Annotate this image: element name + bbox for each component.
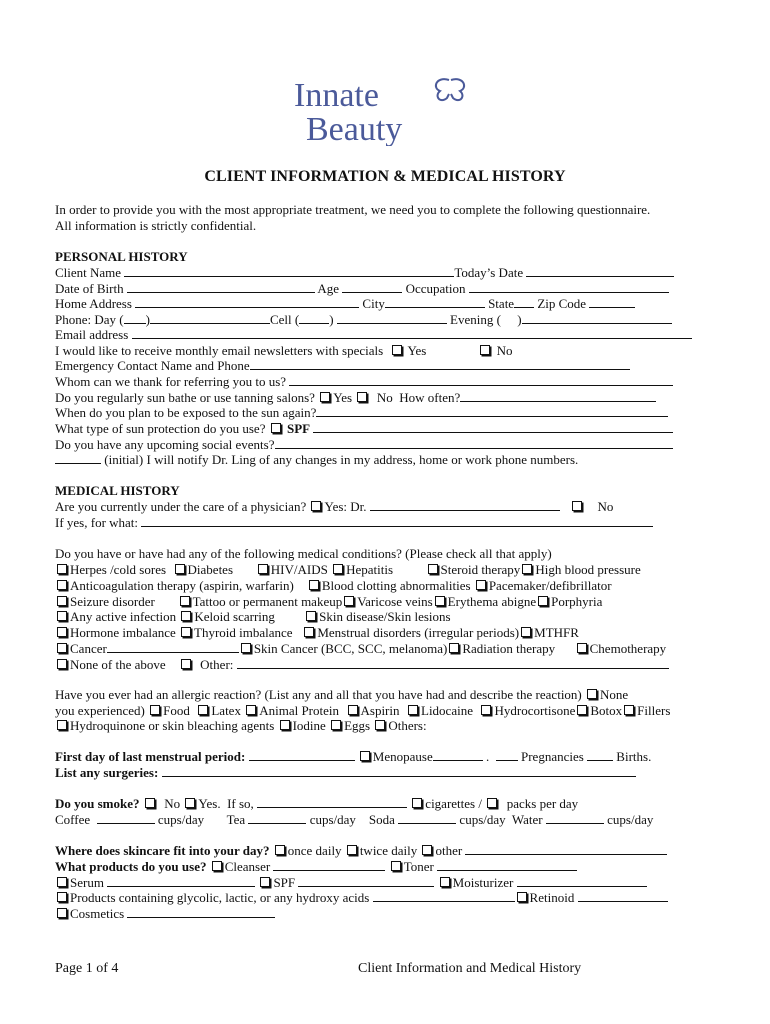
radiation-checkbox[interactable] [449, 643, 459, 653]
evening-field[interactable] [522, 312, 672, 324]
packs-checkbox[interactable] [487, 798, 497, 808]
spf-checkbox[interactable] [271, 423, 281, 433]
products-row: What products do you use? Cleanser Toner [55, 859, 577, 875]
newsletter-yes-checkbox[interactable] [392, 345, 402, 355]
births-field[interactable] [587, 749, 613, 761]
initial-field[interactable] [55, 452, 101, 464]
other-condition-field[interactable] [237, 657, 669, 669]
coffee-field[interactable] [97, 812, 155, 824]
hepatitis-checkbox[interactable] [333, 564, 343, 574]
other-condition-checkbox[interactable] [181, 659, 191, 669]
porphyria-checkbox[interactable] [538, 596, 548, 606]
other-frequency-field[interactable] [465, 843, 667, 855]
allergy-row-1: you experienced) Food Latex Animal Protein Aspirin Lidocaine Hydrocortisone Botox Fillers [55, 703, 671, 718]
skin-disease-checkbox[interactable] [306, 611, 316, 621]
todays-date-field[interactable] [526, 265, 674, 277]
sunbathe-yes-checkbox[interactable] [320, 392, 330, 402]
dob-row: Date of Birth Age Occupation [55, 281, 669, 297]
eggs-checkbox[interactable] [331, 720, 341, 730]
hormone-checkbox[interactable] [57, 627, 67, 637]
personal-history-heading: PERSONAL HISTORY [55, 249, 188, 264]
food-checkbox[interactable] [150, 705, 160, 715]
aspirin-checkbox[interactable] [348, 705, 358, 715]
logo-line1: Innate [294, 77, 379, 114]
social-events-field[interactable] [275, 437, 673, 449]
cell-area[interactable] [299, 312, 329, 324]
fillers-checkbox[interactable] [624, 705, 634, 715]
sunbathe-row: Do you regularly sun bathe or use tanning salons? Yes No How often? [55, 390, 656, 406]
tattoo-checkbox[interactable] [180, 596, 190, 606]
initial-notice-row: (initial) I will notify Dr. Ling of any changes in my address, home or work phone numbers. [55, 452, 578, 468]
if-yes-field[interactable] [141, 515, 653, 527]
cancer-field[interactable] [107, 641, 239, 653]
footer-doc-title: Client Information and Medical History [358, 961, 582, 976]
toner-checkbox[interactable] [391, 861, 401, 871]
zip-field[interactable] [589, 296, 635, 308]
beverage-row: Coffee cups/day Tea cups/day Soda cups/day Water cups/day [55, 812, 654, 827]
moisturizer-checkbox[interactable] [440, 877, 450, 887]
steroid-checkbox[interactable] [428, 564, 438, 574]
social-events-row: Do you have any upcoming social events? [55, 437, 673, 453]
client-name-field[interactable] [124, 265, 454, 277]
spf-field[interactable] [313, 421, 673, 433]
products-row-3: Products containing glycolic, lactic, or any hydroxy acids Retinoid [55, 890, 668, 906]
iodine-checkbox[interactable] [280, 720, 290, 730]
sun-exposure-row: When do you plan to be exposed to the sun again? [55, 405, 668, 421]
twice-daily-checkbox[interactable] [347, 845, 357, 855]
allergy-row-2: Hydroquinone or skin bleaching agents Iodine Eggs Others: [55, 718, 427, 734]
innate-beauty-logo [294, 74, 484, 146]
conditions-row-7: None of the above Other: [55, 657, 669, 673]
moisturizer-field[interactable] [517, 875, 647, 887]
how-often-field[interactable] [460, 390, 656, 402]
cell-field[interactable] [337, 312, 447, 324]
latex-checkbox[interactable] [198, 705, 208, 715]
physician-yes-checkbox[interactable] [311, 501, 321, 511]
logo-graphic [294, 74, 484, 146]
conditions-row-3: Seizure disorder Tattoo or permanent makeup Varicose veins Erythema abigne Porphyria [55, 594, 602, 610]
keloid-checkbox[interactable] [181, 611, 191, 621]
surgeries-row: List any surgeries: [55, 765, 636, 781]
erythema-checkbox[interactable] [435, 596, 445, 606]
phone-day-area[interactable] [124, 312, 146, 324]
conditions-row-1: Herpes /cold sores Diabetes HIV/AIDS Hepatitis Steroid therapy High blood pressure [55, 562, 641, 578]
city-field[interactable] [385, 296, 485, 308]
acids-field[interactable] [373, 890, 515, 902]
animal-protein-checkbox[interactable] [246, 705, 256, 715]
smoke-no-checkbox[interactable] [145, 798, 155, 808]
products-row-4: Cosmetics [55, 906, 275, 922]
acids-checkbox[interactable] [57, 892, 67, 902]
state-field[interactable] [514, 296, 534, 308]
pacemaker-checkbox[interactable] [476, 580, 486, 590]
physician-row: Are you currently under the care of a physician? Yes: Dr. No [55, 499, 614, 514]
cigarettes-field[interactable] [257, 796, 407, 808]
cleanser-checkbox[interactable] [212, 861, 222, 871]
anticoagulation-checkbox[interactable] [57, 580, 67, 590]
products-row-2: Serum SPF Moisturizer [55, 875, 647, 891]
sunbathe-no-checkbox[interactable] [357, 392, 367, 402]
physician-name-field[interactable] [370, 499, 560, 511]
tea-field[interactable] [248, 812, 306, 824]
serum-checkbox[interactable] [57, 877, 67, 887]
allergy-none-checkbox[interactable] [587, 689, 597, 699]
hydrocortisone-checkbox[interactable] [481, 705, 491, 715]
medical-history-heading: MEDICAL HISTORY [55, 483, 180, 498]
cigarettes-checkbox[interactable] [412, 798, 422, 808]
smoke-yes-checkbox[interactable] [185, 798, 195, 808]
blood-pressure-checkbox[interactable] [522, 564, 532, 574]
page-number: Page 1 of 4 [55, 961, 119, 976]
butterfly-icon [436, 79, 464, 100]
phone-day-field[interactable] [150, 312, 270, 324]
conditions-row-4: Any active infection Keloid scarring Skin disease/Skin lesions [55, 609, 451, 625]
menstrual-field[interactable] [249, 749, 355, 761]
cosmetics-field[interactable] [127, 906, 275, 918]
conditions-intro: Do you have or have had any of the following medical conditions? (Please check all that apply) [55, 546, 552, 561]
surgeries-field[interactable] [162, 765, 636, 777]
menopause-checkbox[interactable] [360, 751, 370, 761]
soda-field[interactable] [398, 812, 456, 824]
referral-row: Whom can we thank for referring you to us? [55, 374, 673, 390]
infection-checkbox[interactable] [57, 611, 67, 621]
herpes-checkbox[interactable] [57, 564, 67, 574]
email-field[interactable] [132, 327, 692, 339]
varicose-checkbox[interactable] [344, 596, 354, 606]
none-above-checkbox[interactable] [57, 659, 67, 669]
intro-paragraph: In order to provide you with the most appropriate treatment, we need you to complete the following questionnaire. All information is strictly confidential. [55, 202, 651, 233]
cancer-checkbox[interactable] [57, 643, 67, 653]
hiv-checkbox[interactable] [258, 564, 268, 574]
other-frequency-checkbox[interactable] [422, 845, 432, 855]
home-address-field[interactable] [135, 296, 359, 308]
retinoid-checkbox[interactable] [517, 892, 527, 902]
dob-field[interactable] [127, 281, 315, 293]
others-checkbox[interactable] [375, 720, 385, 730]
pregnancies-field[interactable] [496, 749, 518, 761]
sun-exposure-field[interactable] [316, 405, 668, 417]
allergy-question: Have you ever had an allergic reaction? (List any and all that you have had and describe the reaction) None [55, 687, 629, 702]
conditions-row-5: Hormone imbalance Thyroid imbalance Menstrual disorders (irregular periods) MTHFR [55, 625, 579, 641]
cosmetics-checkbox[interactable] [57, 908, 67, 918]
serum-field[interactable] [107, 875, 255, 887]
menstrual-row: First day of last menstrual period: Menopause . Pregnancies Births. [55, 749, 652, 764]
seizure-checkbox[interactable] [57, 596, 67, 606]
thyroid-checkbox[interactable] [181, 627, 191, 637]
newsletter-row: I would like to receive monthly email newsletters with specials Yes No [55, 343, 513, 358]
referral-field[interactable] [289, 374, 673, 386]
if-yes-row: If yes, for what: [55, 515, 653, 531]
clotting-checkbox[interactable] [309, 580, 319, 590]
logo-line2: Beauty [306, 111, 403, 146]
menopause-field[interactable] [433, 749, 483, 761]
spf-product-field[interactable] [298, 875, 434, 887]
botox-checkbox[interactable] [577, 705, 587, 715]
smoke-row: Do you smoke? No Yes. If so, cigarettes / packs per day [55, 796, 579, 811]
cleanser-field[interactable] [273, 859, 385, 871]
mthfr-checkbox[interactable] [521, 627, 531, 637]
document-title: CLIENT INFORMATION & MEDICAL HISTORY [204, 168, 566, 185]
hydroquinone-checkbox[interactable] [57, 720, 67, 730]
skin-cancer-checkbox[interactable] [241, 643, 251, 653]
diabetes-checkbox[interactable] [175, 564, 185, 574]
home-address-row: Home Address City State Zip Code [55, 296, 635, 312]
menstrual-disorder-checkbox[interactable] [304, 627, 314, 637]
emergency-field[interactable] [250, 358, 630, 370]
email-row: Email address [55, 327, 692, 343]
client-name-row: Client Name Today’s Date [55, 265, 674, 281]
age-field[interactable] [342, 281, 402, 293]
occupation-field[interactable] [469, 281, 669, 293]
chemotherapy-checkbox[interactable] [577, 643, 587, 653]
physician-no-checkbox[interactable] [572, 501, 582, 511]
spf-product-checkbox[interactable] [260, 877, 270, 887]
water-field[interactable] [546, 812, 604, 824]
retinoid-field[interactable] [578, 890, 668, 902]
skincare-row: Where does skincare fit into your day? once daily twice daily other [55, 843, 667, 859]
newsletter-no-checkbox[interactable] [480, 345, 490, 355]
once-daily-checkbox[interactable] [275, 845, 285, 855]
phone-row: Phone: Day ( ) Cell ( ) Evening ( ) [55, 312, 672, 328]
conditions-row-6: Cancer Skin Cancer (BCC, SCC, melanoma) Radiation therapy Chemotherapy [55, 641, 666, 657]
toner-field[interactable] [437, 859, 577, 871]
conditions-row-2: Anticoagulation therapy (aspirin, warfarin) Blood clotting abnormalities Pacemaker/defibrillator [55, 578, 612, 594]
lidocaine-checkbox[interactable] [408, 705, 418, 715]
emergency-row: Emergency Contact Name and Phone [55, 358, 630, 374]
sun-protection-row: What type of sun protection do you use? SPF [55, 421, 673, 437]
